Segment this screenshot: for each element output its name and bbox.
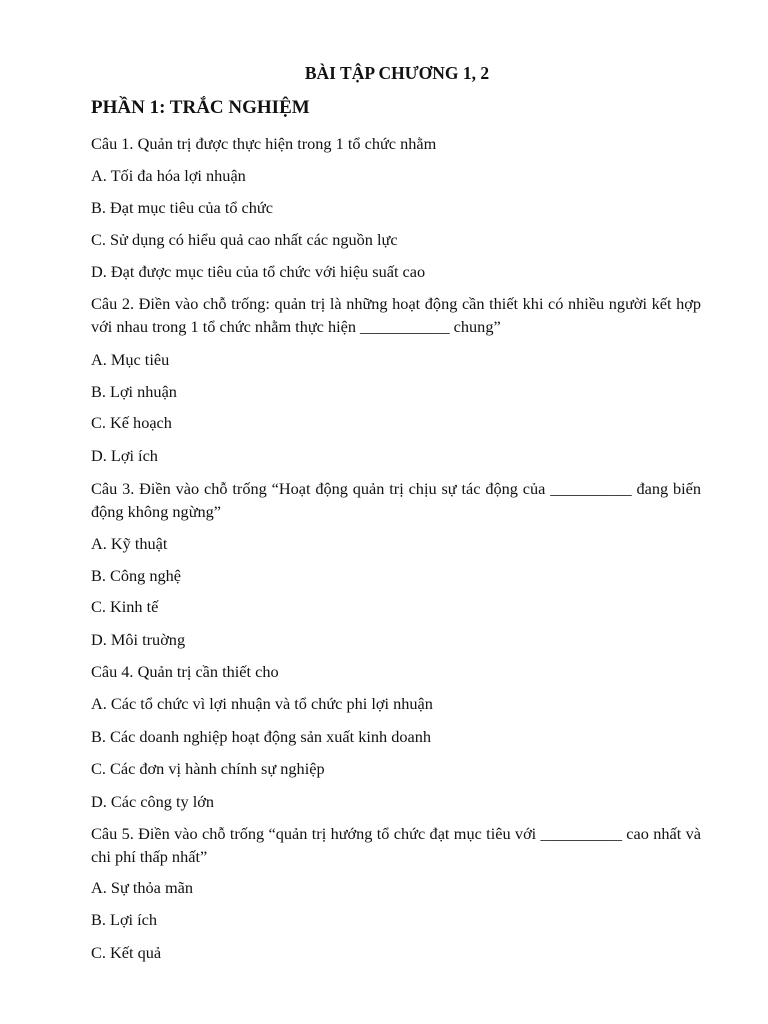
question-5: Câu 5. Điền vào chỗ trống “quản trị hướng tổ chức đạt mục tiêu với __________ cao nhất và chi phí thấp nhất” (91, 824, 701, 866)
question-1: Câu 1. Quản trị được thực hiện trong 1 tổ chức nhằm (91, 134, 437, 153)
q5-option-b: B. Lợi ích (91, 910, 158, 929)
q4-option-b: B. Các doanh nghiệp hoạt động sản xuất kinh doanh (91, 727, 432, 746)
q3-option-b: B. Công nghệ (91, 566, 182, 585)
q1-option-d: D. Đạt được mục tiêu của tổ chức với hiệu suất cao (91, 262, 426, 281)
q4-option-c: C. Các đơn vị hành chính sự nghiệp (91, 759, 325, 778)
q3-option-c: C. Kinh tế (91, 597, 159, 616)
q2-option-d: D. Lợi ích (91, 446, 158, 465)
q2-option-c: C. Kế hoạch (91, 413, 172, 432)
q2-option-a: A. Mục tiêu (91, 350, 170, 369)
question-2: Câu 2. Điền vào chỗ trống: quản trị là những hoạt động cần thiết khi có nhiều người kết hợp với nhau trong 1 tổ chức nhằm thực hiện ___________ chung” (91, 294, 701, 336)
q4-option-a: A. Các tổ chức vì lợi nhuận và tổ chức phi lợi nhuận (91, 694, 433, 713)
q4-option-d: D. Các công ty lớn (91, 792, 215, 811)
section-heading: PHẦN 1: TRẮC NGHIỆM (91, 97, 310, 118)
question-4: Câu 4. Quản trị cần thiết cho (91, 662, 279, 681)
q5-option-c: C. Kết quả (91, 943, 162, 962)
q3-option-d: D. Môi truờng (91, 630, 186, 649)
q2-option-b: B. Lợi nhuận (91, 382, 177, 401)
q1-option-a: A. Tối đa hóa lợi nhuận (91, 166, 246, 185)
question-3: Câu 3. Điền vào chỗ trống “Hoạt động quản trị chịu sự tác động của __________ đang biến động không ngừng” (91, 479, 701, 521)
q3-option-a: A. Kỹ thuật (91, 534, 168, 553)
q1-option-b: B. Đạt mục tiêu của tổ chức (91, 198, 273, 217)
q1-option-c: C. Sử dụng có hiểu quả cao nhất các nguồn lực (91, 230, 398, 249)
q5-option-a: A. Sự thỏa mãn (91, 878, 193, 897)
document-title: BÀI TẬP CHƯƠNG 1, 2 (304, 63, 490, 83)
